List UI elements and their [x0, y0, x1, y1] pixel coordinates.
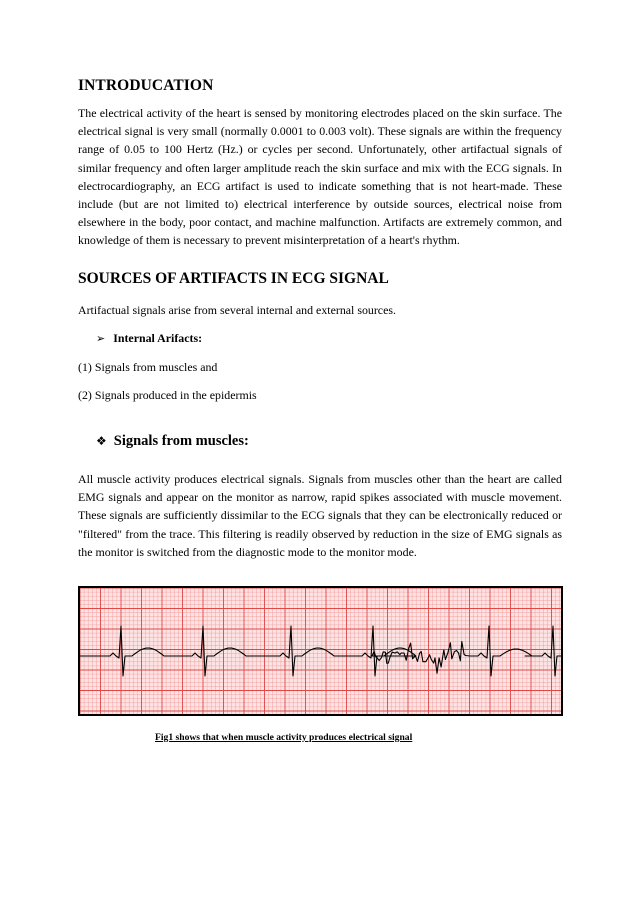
sources-paragraph: Artifactual signals arise from several internal and external sources. — [78, 303, 396, 317]
internal-item-2: (2) Signals produced in the epidermis — [78, 388, 257, 402]
arrow-bullet-icon: ➢ — [96, 332, 106, 345]
figure-caption: Fig1 shows that when muscle activity produces electrical signal — [155, 732, 413, 743]
ecg-strip-image — [80, 588, 561, 714]
ecg-paper-background — [80, 588, 561, 714]
muscles-heading: Signals from muscles: — [113, 433, 249, 449]
heading-sources-of-artifacts: SOURCES OF ARTIFACTS IN ECG SIGNAL — [78, 270, 389, 287]
intro-paragraph: The electrical activity of the heart is sensed by monitoring electrodes placed on the skin surface. The electrical signal is very small (normally 0.0001 to 0.003 volt). These signals are within the frequency range of 0.05 to 100 Hertz (Hz.) or cycles per second. Unfortunately, other artifactual signals of similar frequency and often larger amplitude reach the skin surface and mix with the ECG signals. In electrocardiography, an ECG artifact is used to indicate something that is not heart-made. These include (but are not limited to) electrical interference by outside sources, electrical noise from elsewhere in the body, poor contact, and machine malfunction. Artifacts are extremely common, and knowledge of them is necessary to prevent misinterpretation of a heart's rhythm. — [78, 106, 562, 248]
ecg-strip-figure — [78, 586, 563, 716]
diamond-bullet-icon: ❖ — [96, 434, 107, 448]
muscles-paragraph: All muscle activity produces electrical signals. Signals from muscles other than the heart are called EMG signals and appear on the monitor as narrow, rapid spikes associated with muscle movement. These signals are sufficiently dissimilar to the ECG signals that they can be electronically reduced or "filtered" from the trace. This filtering is readily observed by reduction in the size of EMG signals as the monitor is switched from the diagnostic mode to the monitor mode. — [78, 472, 562, 559]
internal-item-1: (1) Signals from muscles and — [78, 360, 218, 374]
heading-introduction: INTRODUCATION — [78, 77, 214, 94]
muscles-bullet — [96, 433, 249, 450]
internal-artifacts-bullet — [96, 331, 202, 346]
internal-artifacts-label: Internal Arifacts: — [113, 331, 203, 345]
